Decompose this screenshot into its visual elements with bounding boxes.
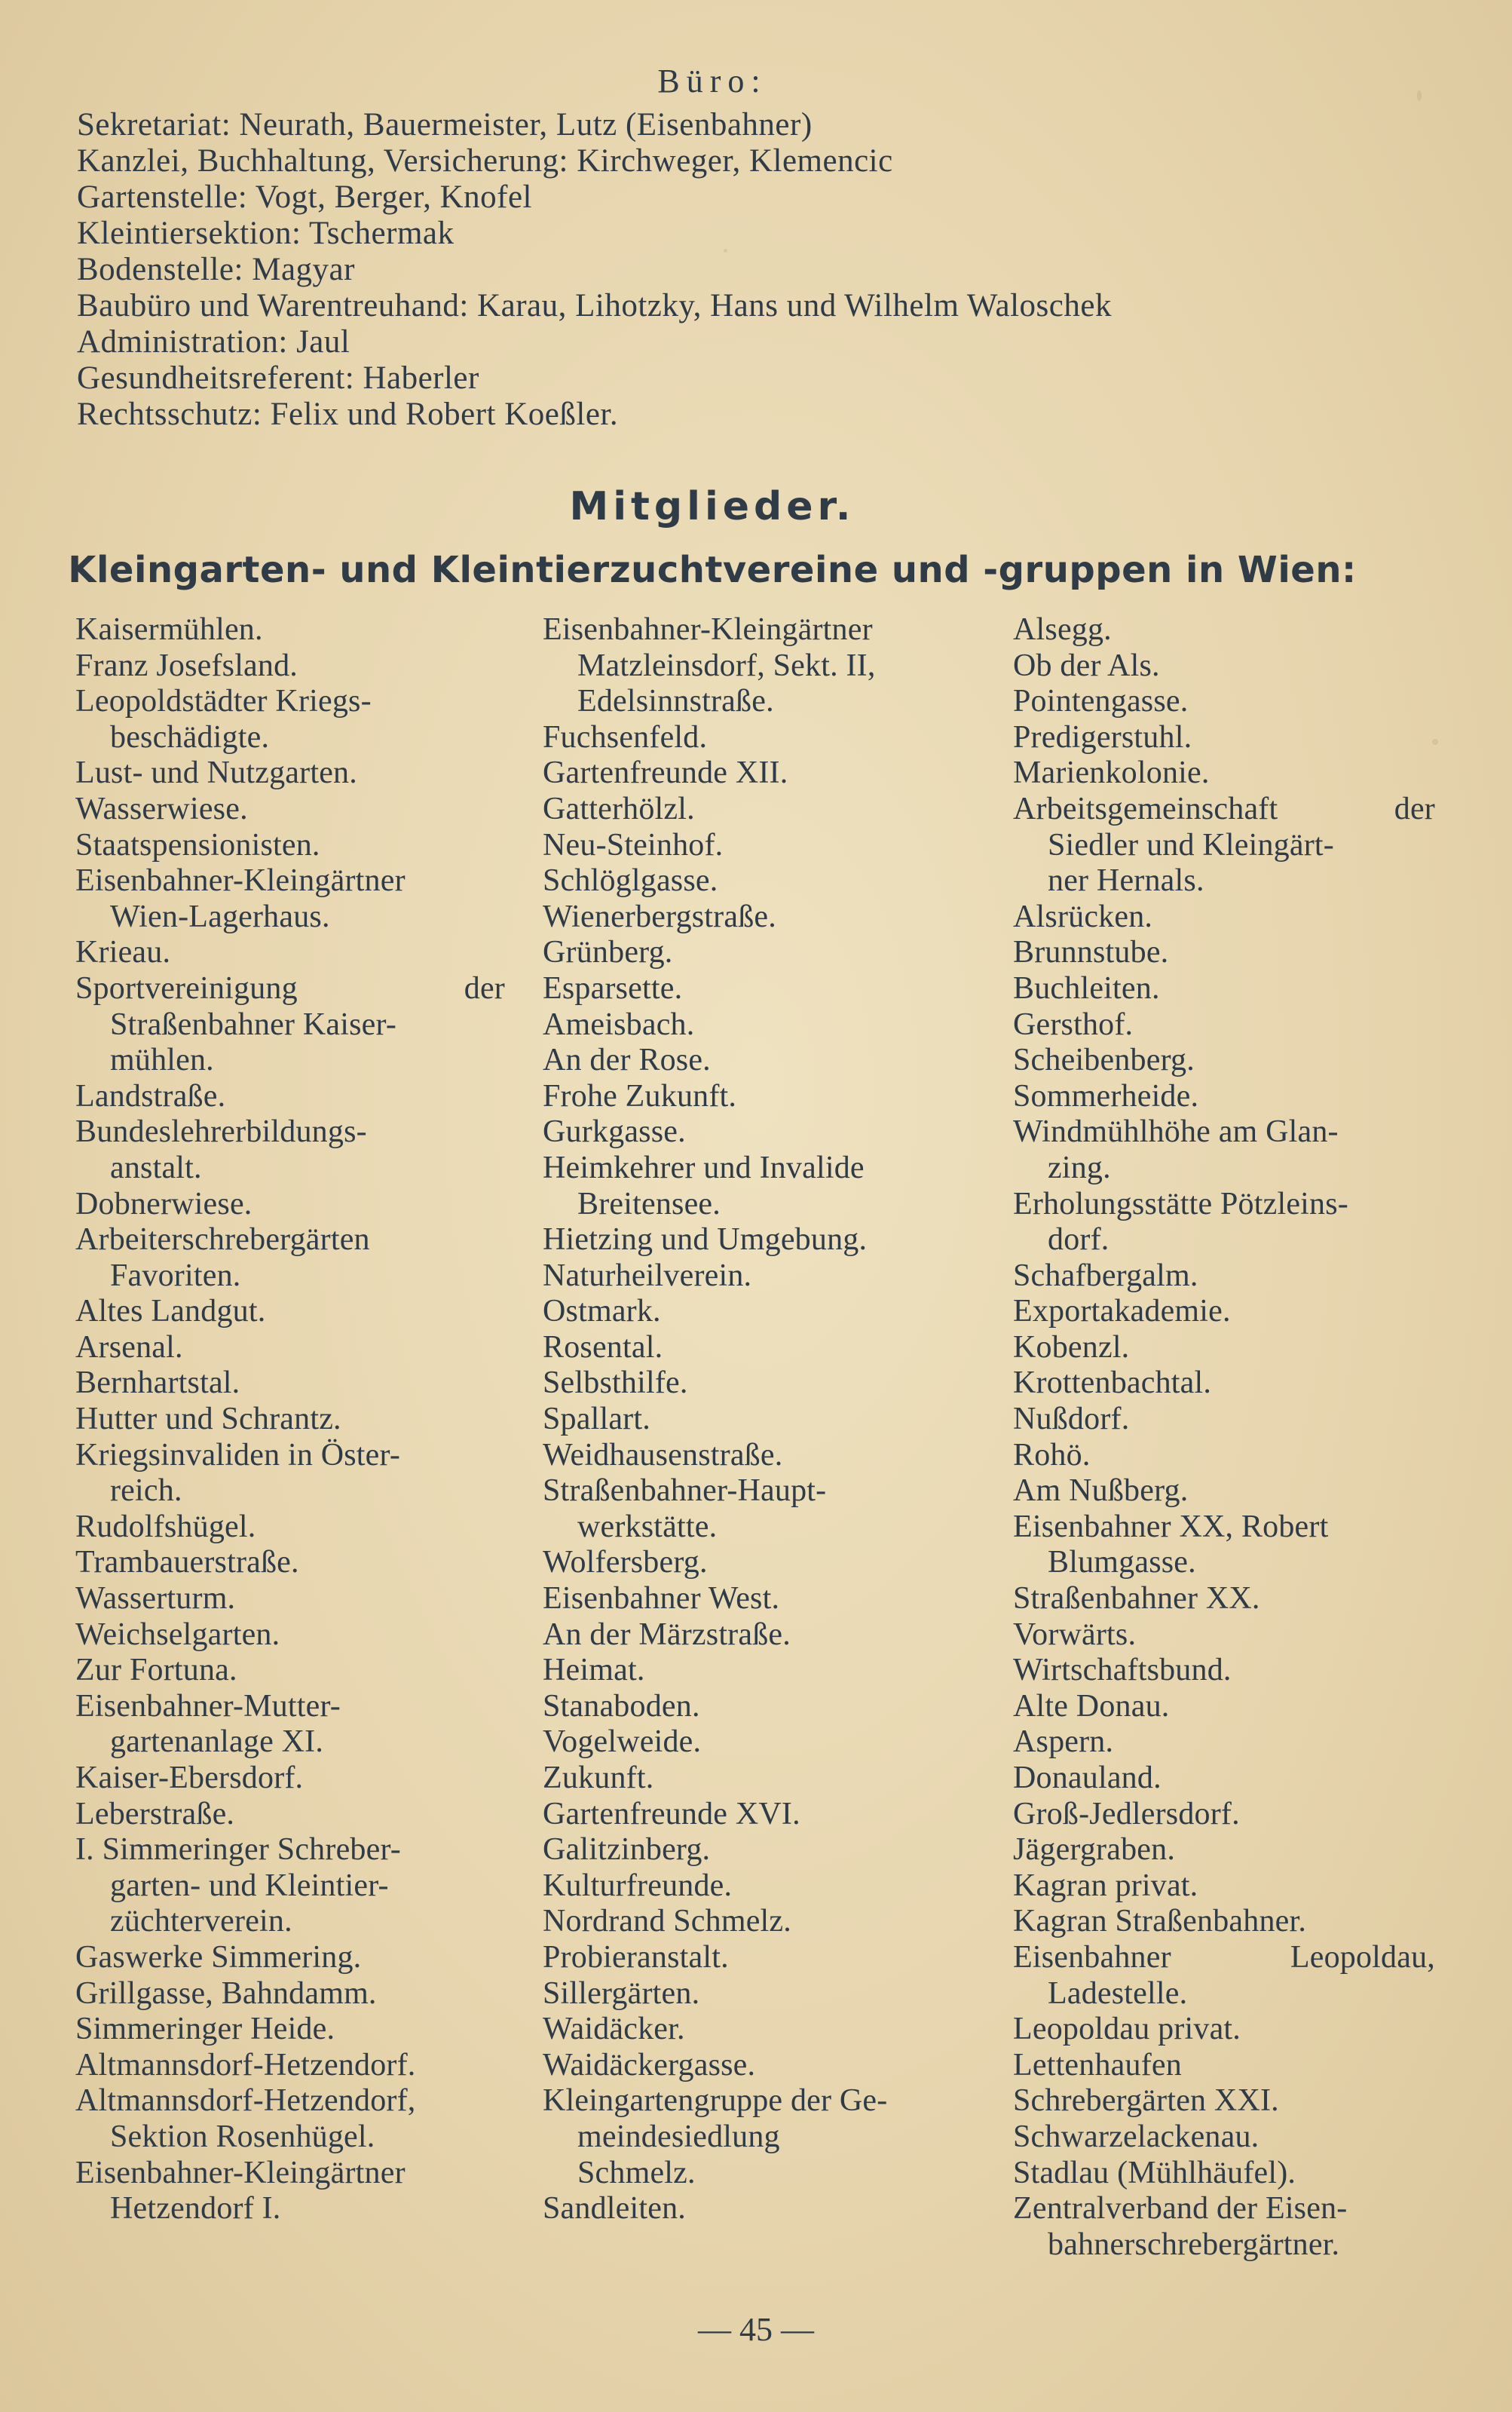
member-entry-line: Wolfersberg. bbox=[543, 1545, 708, 1580]
member-entry bbox=[1013, 1868, 1435, 1905]
member-entry bbox=[1013, 1617, 1435, 1653]
member-entry-line: Schrebergärten XXI. bbox=[1013, 2083, 1279, 2119]
member-entry bbox=[543, 2191, 972, 2227]
member-entry-line: An der Rose. bbox=[543, 1043, 711, 1078]
member-entry bbox=[543, 1832, 972, 1868]
member-entry-line: Kriegsinvaliden in Öster- bbox=[75, 1437, 401, 1473]
member-entry bbox=[1013, 900, 1435, 936]
member-entry bbox=[1013, 755, 1435, 792]
member-entry-continuation: Wien-Lagerhaus. bbox=[110, 899, 330, 934]
member-entry-line: Jägergraben. bbox=[1013, 1832, 1176, 1868]
member-entry-continuation: zing. bbox=[1048, 1150, 1111, 1185]
member-entry bbox=[543, 792, 972, 828]
member-entry-line: Gatterhölzl. bbox=[543, 791, 695, 826]
member-entry-line: Wasserwiese. bbox=[75, 791, 248, 826]
member-entry-continuation: Schmelz. bbox=[577, 2155, 696, 2190]
member-entry bbox=[1013, 2156, 1435, 2192]
member-entry bbox=[543, 1545, 972, 1581]
member-entry bbox=[75, 648, 505, 685]
member-entry-continuation: mühlen. bbox=[110, 1043, 214, 1078]
member-entry-line: Kagran privat. bbox=[1013, 1868, 1198, 1903]
member-entry-line: Altes Landgut. bbox=[75, 1294, 266, 1329]
member-entry-continuation: Ladestelle. bbox=[1048, 1975, 1188, 2011]
member-entry-line: Lettenhaufen bbox=[1013, 2047, 1182, 2083]
member-entry-line: Arbeiterschrebergärten bbox=[75, 1222, 370, 1258]
member-entry bbox=[1013, 1473, 1435, 1509]
member-entry bbox=[543, 1473, 972, 1545]
member-entry-line bbox=[1013, 792, 1435, 828]
member-entry bbox=[543, 971, 972, 1007]
member-entry bbox=[1013, 2012, 1435, 2048]
member-entry bbox=[543, 1653, 972, 1689]
member-entry-line bbox=[1013, 1940, 1435, 1976]
member-entry bbox=[75, 2012, 505, 2048]
member-entry bbox=[543, 1904, 972, 1940]
member-entry bbox=[75, 1581, 505, 1617]
member-entry bbox=[75, 1797, 505, 1833]
member-entry-line: Schwarzelackenau. bbox=[1013, 2119, 1259, 2154]
member-entry-line: Kobenzl. bbox=[1013, 1329, 1130, 1365]
office-line-secretariat: Sekretariat: Neurath, Bauermeister, Lutz (Eisenbahner) bbox=[77, 107, 813, 143]
member-entry-continuation: garten- und Kleintier- bbox=[110, 1868, 389, 1903]
member-entry-line: Erholungsstätte Pötzleins- bbox=[1013, 1186, 1348, 1221]
member-entry-line: Kulturfreunde. bbox=[543, 1868, 733, 1903]
member-entry-line: Galitzinberg. bbox=[543, 1832, 711, 1868]
member-entry bbox=[1013, 1438, 1435, 1474]
member-entry-line: Kleingartengruppe der Ge- bbox=[543, 2083, 888, 2119]
member-entry bbox=[75, 1330, 505, 1366]
member-entry-continuation: Matzleinsdorf, Sekt. II, bbox=[577, 648, 876, 683]
member-entry bbox=[75, 1365, 505, 1402]
member-entry bbox=[543, 1581, 972, 1617]
member-entry-line: Waidäcker. bbox=[543, 2012, 685, 2047]
member-entry-line: Sommerheide. bbox=[1013, 1078, 1199, 1114]
member-entry-line: Kaiser-Ebersdorf. bbox=[75, 1761, 304, 1795]
member-entry bbox=[75, 1545, 505, 1581]
member-entry bbox=[75, 1294, 505, 1330]
member-entry bbox=[1013, 612, 1435, 648]
members-heading: Mitglieder. bbox=[569, 484, 855, 529]
member-entry bbox=[1013, 792, 1435, 900]
member-entry-line: Nußdorf. bbox=[1013, 1402, 1130, 1437]
member-entry-line: Heimat. bbox=[543, 1653, 645, 1688]
member-entry-line: Straßenbahner XX. bbox=[1013, 1581, 1260, 1617]
member-entry-line: Predigerstuhl. bbox=[1013, 719, 1192, 755]
member-entry bbox=[75, 935, 505, 971]
member-entry-line: Eisenbahner XX, Robert bbox=[1013, 1509, 1329, 1544]
member-entry-line: Heimkehrer und Invalide bbox=[543, 1150, 865, 1185]
member-entry-line: Ameisbach. bbox=[543, 1007, 695, 1042]
member-entry-continuation: Hetzendorf I. bbox=[110, 2191, 281, 2227]
member-entry-line: Esparsette. bbox=[543, 970, 683, 1006]
member-entry-continuation: Favoriten. bbox=[110, 1258, 241, 1293]
member-entry bbox=[1013, 1832, 1435, 1868]
office-line-chancellery: Kanzlei, Buchhaltung, Versicherung: Kirchweger, Klemencic bbox=[77, 143, 893, 179]
office-line-land-office: Bodenstelle: Magyar bbox=[77, 252, 355, 287]
member-entry bbox=[1013, 971, 1435, 1007]
member-entry-continuation: Siedler und Kleingärt- bbox=[1048, 827, 1334, 863]
member-entry bbox=[543, 1294, 972, 1330]
member-entry bbox=[543, 1761, 972, 1797]
members-subheading: Kleingarten- und Kleintierzuchtvereine und -gruppen in Wien: bbox=[68, 549, 1357, 591]
member-entry bbox=[75, 1509, 505, 1546]
member-entry bbox=[75, 971, 505, 1079]
member-entry-continuation: bahnerschrebergärtner. bbox=[1048, 2227, 1340, 2262]
member-entry-line: Schafbergalm. bbox=[1013, 1258, 1198, 1293]
member-entry bbox=[75, 755, 505, 792]
member-entry-continuation: gartenanlage XI. bbox=[110, 1724, 324, 1760]
member-entry-line: Straßenbahner-Haupt- bbox=[543, 1473, 827, 1509]
member-entry-line: Fuchsenfeld. bbox=[543, 719, 708, 755]
member-entry-line: Aspern. bbox=[1013, 1724, 1114, 1760]
member-entry-line: Grillgasse, Bahndamm. bbox=[75, 1975, 377, 2011]
member-entry-line: Hutter und Schrantz. bbox=[75, 1402, 341, 1437]
member-entry-continuation: züchterverein. bbox=[110, 1904, 292, 1939]
member-entry-line: Brunnstube. bbox=[1013, 935, 1169, 970]
member-entry-line: Simmeringer Heide. bbox=[75, 2012, 335, 2047]
member-entry-line: Wienerbergstraße. bbox=[543, 899, 776, 934]
member-entry-continuation: Breitensee. bbox=[577, 1186, 721, 1221]
member-entry bbox=[75, 828, 505, 864]
member-entry-line: Ostmark. bbox=[543, 1294, 661, 1329]
member-entry-line: Trambauerstraße. bbox=[75, 1545, 299, 1580]
member-entry bbox=[1013, 720, 1435, 756]
member-entry bbox=[1013, 2191, 1435, 2263]
member-entry-line: Kaisermühlen. bbox=[75, 612, 263, 647]
member-entry-line: Alsegg. bbox=[1013, 612, 1112, 647]
member-entry bbox=[75, 1653, 505, 1689]
member-entry-continuation: Edelsinnstraße. bbox=[577, 684, 774, 719]
member-entry-continuation: reich. bbox=[110, 1473, 182, 1509]
office-line-legal: Rechtsschutz: Felix und Robert Koeßler. bbox=[77, 397, 619, 432]
member-entry bbox=[75, 863, 505, 935]
member-entry-line: Altmannsdorf-Hetzendorf. bbox=[75, 2047, 416, 2083]
member-entry-line: Eisenbahner-Kleingärtner bbox=[75, 2155, 406, 2190]
member-entry-line: Gersthof. bbox=[1013, 1007, 1134, 1042]
member-entry bbox=[75, 1079, 505, 1115]
member-entry bbox=[1013, 2083, 1435, 2119]
member-entry bbox=[1013, 1797, 1435, 1833]
office-staff-list bbox=[77, 107, 1434, 433]
member-entry-line: An der Märzstraße. bbox=[543, 1617, 791, 1652]
members-column-1 bbox=[75, 612, 505, 2227]
member-entry-line: Eisenbahner-Kleingärtner bbox=[75, 863, 406, 899]
member-entry-word: Sportvereinigung bbox=[75, 970, 298, 1006]
member-entry-line: Rudolfshügel. bbox=[75, 1509, 256, 1544]
member-entry bbox=[543, 2012, 972, 2048]
member-entry-line: Hietzing und Umgebung. bbox=[543, 1222, 868, 1258]
member-entry bbox=[543, 1258, 972, 1295]
member-entry-line: Alte Donau. bbox=[1013, 1688, 1170, 1724]
member-entry-line: Nordrand Schmelz. bbox=[543, 1904, 791, 1939]
member-entry bbox=[1013, 1940, 1435, 2012]
member-entry-line: Gaswerke Simmering. bbox=[75, 1939, 362, 1975]
member-entry bbox=[75, 2083, 505, 2155]
member-entry bbox=[543, 1365, 972, 1402]
member-entry-word: der bbox=[464, 970, 505, 1006]
member-entry bbox=[75, 1187, 505, 1223]
member-entry bbox=[543, 2048, 972, 2084]
member-entry-continuation: dorf. bbox=[1048, 1222, 1110, 1258]
member-entry bbox=[543, 2083, 972, 2191]
member-entry bbox=[543, 900, 972, 936]
member-entry-line: Eisenbahner-Mutter- bbox=[75, 1688, 341, 1724]
member-entry-line: Naturheilverein. bbox=[543, 1258, 752, 1293]
member-entry-continuation: meindesiedlung bbox=[577, 2119, 780, 2154]
member-entry-line: Weidhausenstraße. bbox=[543, 1437, 783, 1473]
member-entry-word: Arbeitsgemeinschaft bbox=[1013, 791, 1278, 826]
member-entry-line: Weichselgarten. bbox=[75, 1617, 280, 1652]
member-entry bbox=[75, 1438, 505, 1509]
member-entry-line: Gartenfreunde XII. bbox=[543, 755, 788, 791]
member-entry bbox=[1013, 648, 1435, 685]
member-entry bbox=[1013, 1079, 1435, 1115]
member-entry bbox=[75, 1832, 505, 1940]
member-entry-line: Scheibenberg. bbox=[1013, 1043, 1195, 1078]
member-entry bbox=[543, 720, 972, 756]
member-entry bbox=[543, 1114, 972, 1151]
member-entry bbox=[75, 792, 505, 828]
member-entry bbox=[1013, 1402, 1435, 1438]
member-entry bbox=[1013, 1904, 1435, 1940]
member-entry bbox=[75, 2156, 505, 2227]
member-entry bbox=[1013, 1330, 1435, 1366]
member-entry bbox=[1013, 1007, 1435, 1044]
member-entry-line: Arsenal. bbox=[75, 1329, 183, 1365]
member-entry-line: Franz Josefsland. bbox=[75, 648, 298, 683]
member-entry bbox=[75, 1761, 505, 1797]
office-line-garden-office: Gartenstelle: Vogt, Berger, Knofel bbox=[77, 179, 533, 215]
member-entry-line: Donauland. bbox=[1013, 1761, 1162, 1795]
member-entry bbox=[75, 1402, 505, 1438]
member-entry-line: Wasserturm. bbox=[75, 1581, 236, 1617]
member-entry-line: Alsrücken. bbox=[1013, 899, 1153, 934]
member-entry-line: Bernhartstal. bbox=[75, 1365, 240, 1401]
members-column-2 bbox=[543, 612, 972, 2227]
member-entry bbox=[1013, 2119, 1435, 2156]
member-entry bbox=[1013, 1689, 1435, 1725]
member-entry-continuation: Blumgasse. bbox=[1048, 1545, 1196, 1580]
member-entry-line: Gartenfreunde XVI. bbox=[543, 1796, 800, 1831]
member-entry-line: Staatspensionisten. bbox=[75, 827, 320, 863]
member-entry bbox=[543, 755, 972, 792]
member-entry-line: Krottenbachtal. bbox=[1013, 1365, 1212, 1401]
member-entry-line: Sillergärten. bbox=[543, 1975, 700, 2011]
member-entry-line: Am Nußberg. bbox=[1013, 1473, 1189, 1509]
member-entry bbox=[75, 2048, 505, 2084]
member-entry-line: Dobnerwiese. bbox=[75, 1186, 253, 1221]
member-entry-line: Windmühlhöhe am Glan- bbox=[1013, 1114, 1339, 1150]
member-entry bbox=[543, 1617, 972, 1653]
member-entry-line: Zukunft. bbox=[543, 1761, 654, 1795]
member-entry-line: Vogelweide. bbox=[543, 1724, 702, 1760]
member-entry-line: Vorwärts. bbox=[1013, 1617, 1137, 1652]
member-entry bbox=[75, 612, 505, 648]
member-entry bbox=[1013, 2048, 1435, 2084]
member-entry-word: der bbox=[1394, 791, 1435, 826]
member-entry-line: Leberstraße. bbox=[75, 1796, 235, 1831]
member-entry bbox=[543, 1007, 972, 1044]
member-entry-continuation: beschädigte. bbox=[110, 719, 270, 755]
member-entry bbox=[1013, 1187, 1435, 1258]
member-entry bbox=[1013, 1294, 1435, 1330]
member-entry-line: Eisenbahner-Kleingärtner bbox=[543, 612, 873, 647]
office-heading: Büro: bbox=[657, 63, 767, 100]
member-entry-line: Frohe Zukunft. bbox=[543, 1078, 737, 1114]
member-entry-line: Buchleiten. bbox=[1013, 970, 1160, 1006]
member-entry-continuation: Sektion Rosenhügel. bbox=[110, 2119, 375, 2154]
member-entry-line: Kagran Straßenbahner. bbox=[1013, 1904, 1307, 1939]
member-entry-line: Exportakademie. bbox=[1013, 1294, 1231, 1329]
member-entry-line: Eisenbahner West. bbox=[543, 1581, 780, 1617]
member-entry bbox=[543, 1724, 972, 1761]
member-entry-line: Groß-Jedlersdorf. bbox=[1013, 1796, 1240, 1831]
member-entry-line: Probieranstalt. bbox=[543, 1939, 729, 1975]
member-entry-continuation: Straßenbahner Kaiser- bbox=[110, 1007, 397, 1042]
office-line-small-animals: Kleintiersektion: Tschermak bbox=[77, 216, 455, 251]
member-entry-continuation: werkstätte. bbox=[577, 1509, 718, 1544]
member-entry bbox=[543, 1330, 972, 1366]
member-entry-line: Schlöglgasse. bbox=[543, 863, 718, 899]
office-line-health: Gesundheitsreferent: Haberler bbox=[77, 360, 479, 396]
member-entry bbox=[543, 1079, 972, 1115]
member-entry-line: Zentralverband der Eisen- bbox=[1013, 2191, 1348, 2227]
member-entry bbox=[1013, 1258, 1435, 1295]
members-column-3 bbox=[1013, 612, 1435, 2263]
member-entry-line: Rohö. bbox=[1013, 1437, 1091, 1473]
member-entry bbox=[543, 935, 972, 971]
member-entry bbox=[1013, 684, 1435, 720]
member-entry bbox=[543, 1868, 972, 1905]
member-entry-line: Sandleiten. bbox=[543, 2191, 686, 2227]
member-entry-line: Landstraße. bbox=[75, 1078, 226, 1114]
member-entry-line: Neu-Steinhof. bbox=[543, 827, 724, 863]
member-entry bbox=[1013, 1761, 1435, 1797]
member-entry-word: Eisenbahner bbox=[1013, 1939, 1171, 1975]
member-entry bbox=[543, 828, 972, 864]
member-entry-line: I. Simmeringer Schreber- bbox=[75, 1832, 401, 1868]
member-entry-line: Zur Fortuna. bbox=[75, 1653, 237, 1688]
member-entry bbox=[543, 1043, 972, 1079]
member-entry bbox=[543, 1689, 972, 1725]
member-entry-line: Wirtschaftsbund. bbox=[1013, 1653, 1232, 1688]
member-entry bbox=[1013, 1724, 1435, 1761]
member-entry bbox=[543, 1402, 972, 1438]
member-entry bbox=[75, 684, 505, 755]
member-entry bbox=[1013, 1653, 1435, 1689]
member-entry-line: Lust- und Nutzgarten. bbox=[75, 755, 357, 791]
member-entry-line: Krieau. bbox=[75, 935, 171, 970]
member-entry bbox=[543, 1438, 972, 1474]
member-entry-line: Pointengasse. bbox=[1013, 684, 1189, 719]
member-entry-line: Gurkgasse. bbox=[543, 1114, 686, 1150]
member-entry bbox=[1013, 1114, 1435, 1186]
member-entry-line: Bundeslehrerbildungs- bbox=[75, 1114, 367, 1150]
member-entry-line bbox=[75, 971, 505, 1007]
member-entry-continuation: ner Hernals. bbox=[1048, 863, 1204, 899]
member-entry bbox=[75, 1940, 505, 1976]
member-entry bbox=[543, 1797, 972, 1833]
member-entry-line: Leopoldau privat. bbox=[1013, 2012, 1241, 2047]
member-entry bbox=[543, 1940, 972, 1976]
member-entry-line: Grünberg. bbox=[543, 935, 673, 970]
member-entry bbox=[543, 863, 972, 900]
member-entry-line: Ob der Als. bbox=[1013, 648, 1160, 683]
member-entry bbox=[543, 1151, 972, 1222]
member-entry bbox=[1013, 1365, 1435, 1402]
member-entry-line: Selbsthilfe. bbox=[543, 1365, 688, 1401]
member-entry-line: Leopoldstädter Kriegs- bbox=[75, 684, 372, 719]
member-entry bbox=[1013, 1509, 1435, 1581]
member-entry bbox=[75, 1222, 505, 1294]
member-entry bbox=[75, 1617, 505, 1653]
member-entry bbox=[1013, 1043, 1435, 1079]
member-entry-continuation: anstalt. bbox=[110, 1150, 202, 1185]
member-entry bbox=[75, 1114, 505, 1186]
member-entry-line: Rosental. bbox=[543, 1329, 663, 1365]
member-entry bbox=[543, 612, 972, 720]
member-entry bbox=[1013, 935, 1435, 971]
member-entry-line: Stadlau (Mühlhäufel). bbox=[1013, 2155, 1296, 2190]
member-entry-line: Marienkolonie. bbox=[1013, 755, 1210, 791]
page-number: — 45 — bbox=[698, 2311, 814, 2348]
member-entry bbox=[1013, 1581, 1435, 1617]
office-line-administration: Administration: Jaul bbox=[77, 324, 350, 360]
member-entry bbox=[543, 1222, 972, 1258]
member-entry-line: Altmannsdorf-Hetzendorf, bbox=[75, 2083, 416, 2119]
member-entry-word: Leopoldau, bbox=[1290, 1939, 1435, 1975]
member-entry bbox=[75, 1976, 505, 2012]
member-entry bbox=[75, 1689, 505, 1761]
member-entry-line: Waidäckergasse. bbox=[543, 2047, 756, 2083]
member-entry bbox=[543, 1976, 972, 2012]
member-entry-line: Spallart. bbox=[543, 1402, 650, 1437]
member-entry-line: Stanaboden. bbox=[543, 1688, 700, 1724]
office-line-building-office: Baubüro und Warentreuhand: Karau, Lihotzky, Hans und Wilhelm Waloschek bbox=[77, 288, 1112, 323]
